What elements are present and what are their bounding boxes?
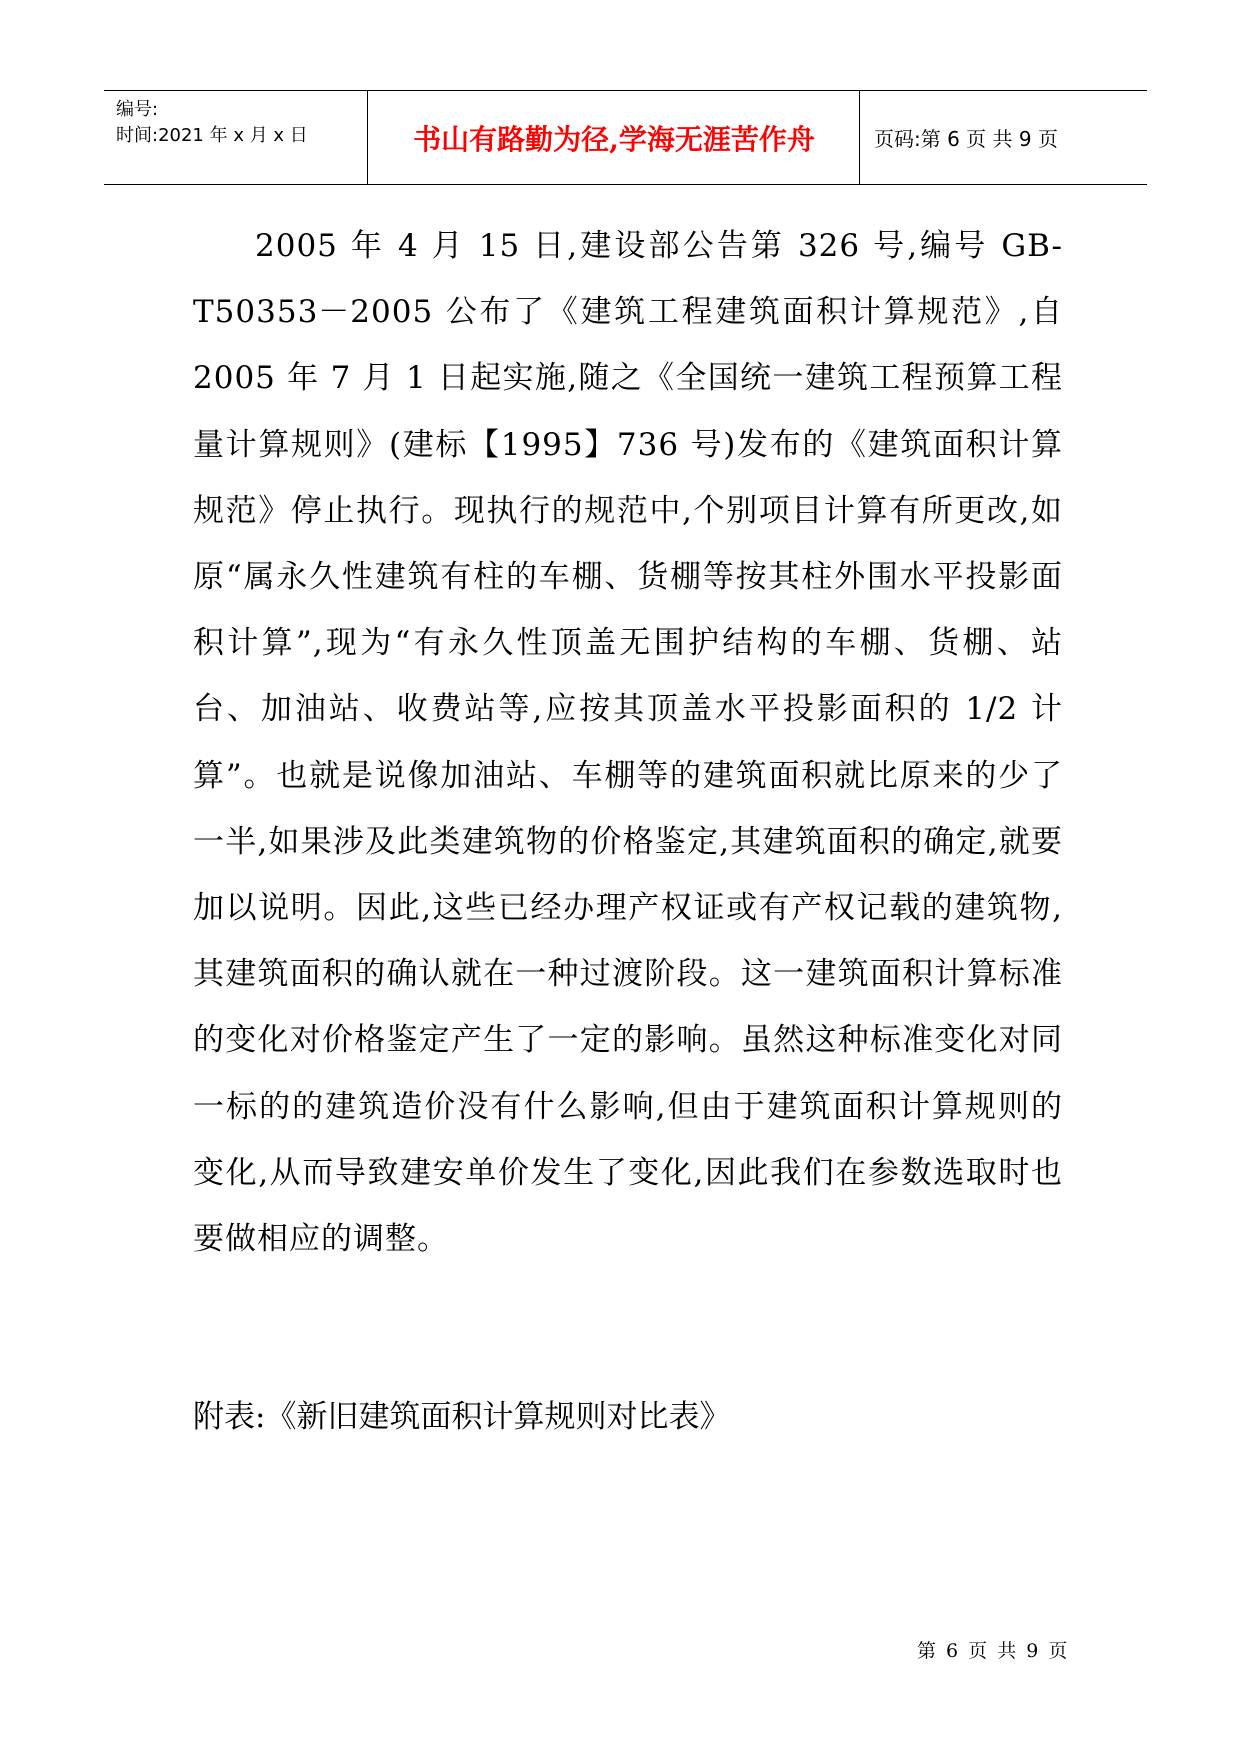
- page-header: [104, 90, 1147, 185]
- document-time-label: 时间:2021 年 x 月 x 日: [116, 125, 308, 146]
- body-paragraph: 2005 年 4 月 15 日,建设部公告第 326 号,编号 GB-T50353－2005 公布了《建筑工程建筑面积计算规范》,自 2005 年 7 月 1 日起实施,随之《全国统一建筑工程预算工程量计算规则》(建标【1995】736 号)发布的《建筑面积计算规范》停止执行。现执行的规范中,个别项目计算有所更改,如原“属永久性建筑有柱的车棚、货棚等按其柱外围水平投影面积计算”,现为“有永久性顶盖无围护结构的车棚、货棚、站台、加油站、收费站等,应按其顶盖水平投影面积的 1/2 计算”。也就是说像加油站、车棚等的建筑面积就比原来的少了一半,如果涉及此类建筑物的价格鉴定,其建筑面积的确定,就要加以说明。因此,这些已经办理产权证或有产权记载的建筑物,其建筑面积的确认就在一种过渡阶段。这一建筑面积计算标准的变化对价格鉴定产生了一定的影响。虽然这种标准变化对同一标的的建筑造价没有什么影响,但由于建筑面积计算规则的变化,从而导致建安单价发生了变化,因此我们在参数选取时也要做相应的调整。: [193, 228, 1063, 1258]
- header-divider: [859, 91, 860, 184]
- header-page-number: 页码:第 6 页 共 9 页: [874, 127, 1058, 151]
- header-motto: 书山有路勤为径,学海无涯苦作舟: [413, 122, 815, 156]
- header-divider: [367, 91, 368, 184]
- appendix-title: 附表:《新旧建筑面积计算规则对比表》: [193, 1399, 731, 1435]
- header-info: [116, 91, 366, 184]
- footer-page-number: 第 6 页 共 9 页: [917, 1640, 1070, 1662]
- document-number-label: 编号:: [116, 99, 159, 120]
